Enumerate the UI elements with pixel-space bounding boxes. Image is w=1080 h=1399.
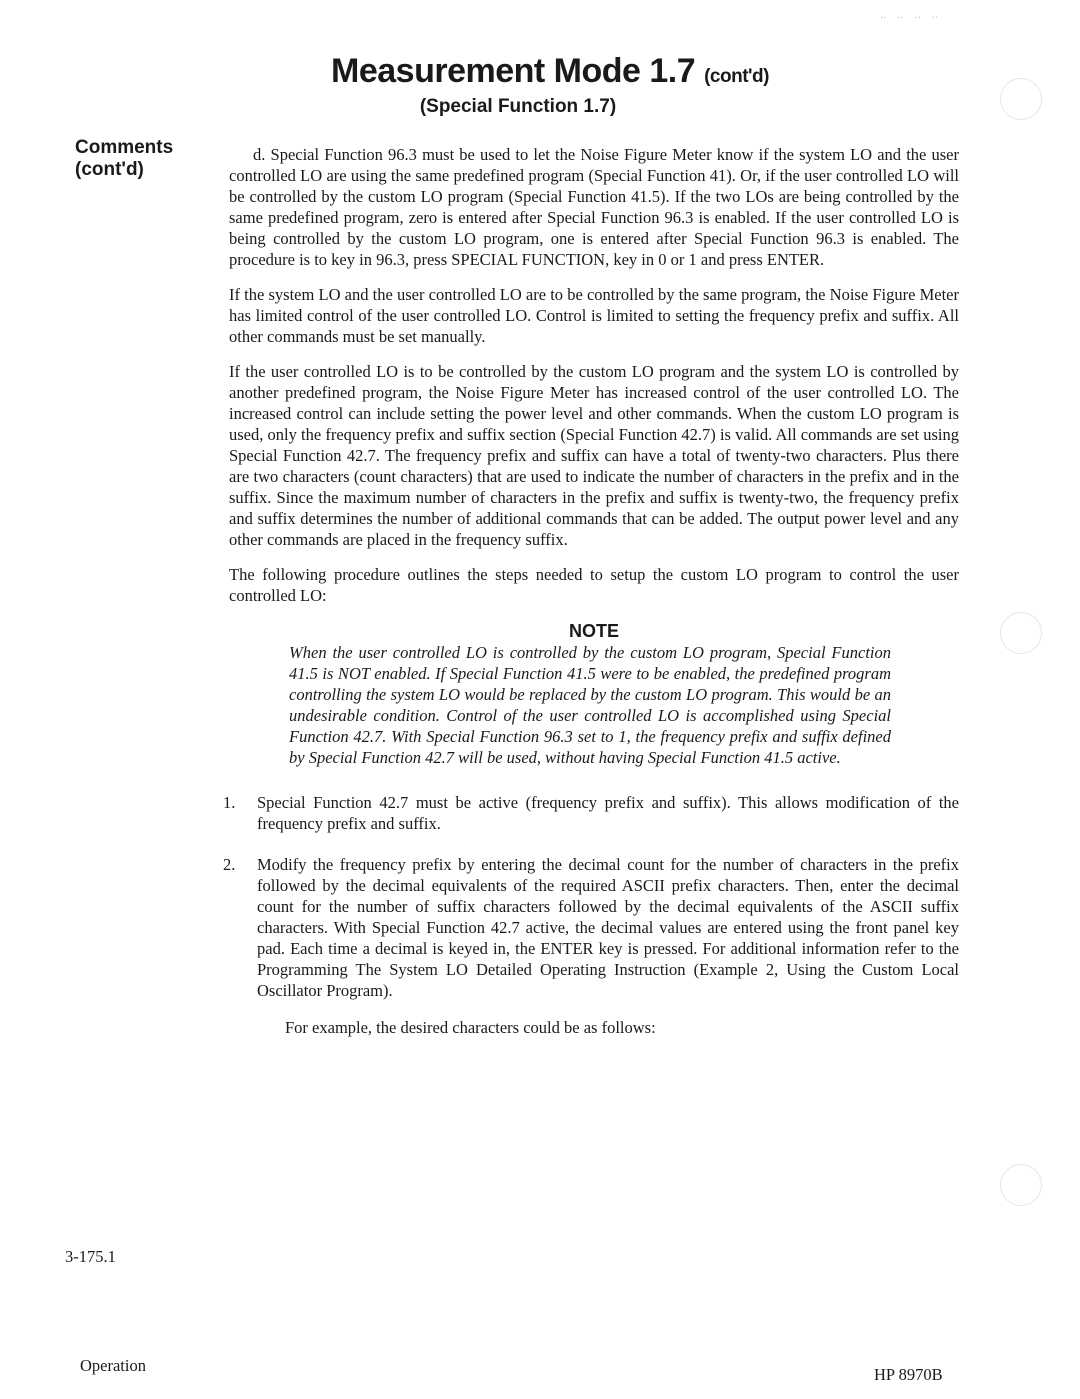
step-item [223, 792, 959, 834]
page-number: 3-175.1 [65, 1247, 116, 1266]
footer-model: HP 8970B [874, 1365, 943, 1384]
step-number: 2. [223, 855, 236, 874]
example-text: For example, the desired characters could be as follows: [285, 1018, 656, 1037]
page-title-text: Measurement Mode 1.7 [331, 52, 696, 90]
scan-mark: ‥ ‥ ‥ ‥ [880, 10, 943, 21]
note-heading: NOTE [568, 621, 619, 641]
procedure-steps [223, 792, 959, 1038]
footer-section: Operation [80, 1356, 146, 1375]
step-text: Special Function 42.7 must be active (frequency prefix and suffix). This allows modification of the frequency prefix and suffix. [257, 793, 959, 833]
punch-hole-icon [1000, 1164, 1042, 1206]
step-text: Modify the frequency prefix by entering the decimal count for the number of characters in the prefix followed by the decimal equivalents of the required ASCII prefix characters. Then, enter the decimal count for the number of suffix characters followed by the decimal equivalents of the ASCII suffix characters. With Special Function 42.7 active, the decimal values are entered using the front panel key pad. Each time a decimal is keyed in, the ENTER key is pressed. For additional information refer to the Programming The System LO Detailed Operating Instruction (Example 2, Using the Custom Local Oscillator Program). [257, 855, 959, 1000]
page-subtitle: (Special Function 1.7) [419, 96, 617, 117]
paragraph-d: d. Special Function 96.3 must be used to let the Noise Figure Meter know if the system LO and the user controlled LO are using the same predefined program (Special Function 41). Or, if the user controlled LO will be controlled by the custom LO program (Special Function 41.5). If the two LOs are being controlled by the same predefined program, zero is entered after Special Function 96.3 is enabled. If the user controlled LO is being controlled by the custom LO program, one is entered after Special Function 96.3 is enabled. The procedure is to key in 96.3, press SPECIAL FUNCTION, key in 0 or 1 and press ENTER. [229, 145, 959, 269]
page-title [0, 52, 1080, 91]
punch-hole-icon [1000, 612, 1042, 654]
side-heading-line1: Comments [75, 137, 174, 158]
page-title-suffix: (cont'd) [704, 66, 769, 87]
paragraph: If the user controlled LO is to be controlled by the custom LO program and the system LO is controlled by another predefined program, the Noise Figure Meter has increased control of the user controlled LO. The increased control can include setting the power level and other commands. When the custom LO program is used, only the frequency prefix and suffix section (Special Function 42.7) is valid. All commands are set using Special Function 42.7. The frequency prefix and suffix can have a total of twenty-two characters. Plus there are two characters (count characters) that are used to indicate the number of characters in the prefix and in the suffix. Since the maximum number of characters in the prefix and suffix is twenty-two, the frequency prefix and suffix determines the number of additional commands that can be added. The output power level and any other commands are placed in the frequency suffix. [229, 362, 959, 549]
side-heading-line2: (cont'd) [75, 159, 144, 180]
note-text: When the user controlled LO is controlled by the custom LO program, Special Function 41.5 is NOT enabled. If Special Function 41.5 were to be enabled, the predefined program controlling the system LO would be replaced by the custom LO program. This would be an undesirable condition. Control of the user controlled LO is accomplished using Special Function 42.7. With Special Function 96.3 set to 1, the frequency prefix and suffix defined by Special Function 42.7 will be used, without having Special Function 41.5 active. [289, 643, 891, 767]
main-body [223, 144, 959, 1058]
punch-hole-icon [1000, 78, 1042, 120]
paragraph: The following procedure outlines the steps needed to setup the custom LO program to control the user controlled LO: [229, 565, 959, 605]
step-item [223, 854, 959, 1038]
note-box [229, 620, 959, 768]
paragraph: If the system LO and the user controlled LO are to be controlled by the same program, the Noise Figure Meter has limited control of the user controlled LO. Control is limited to setting the frequency prefix and suffix. All other commands must be set manually. [229, 285, 959, 346]
step-number: 1. [223, 793, 236, 812]
side-heading [75, 137, 173, 181]
